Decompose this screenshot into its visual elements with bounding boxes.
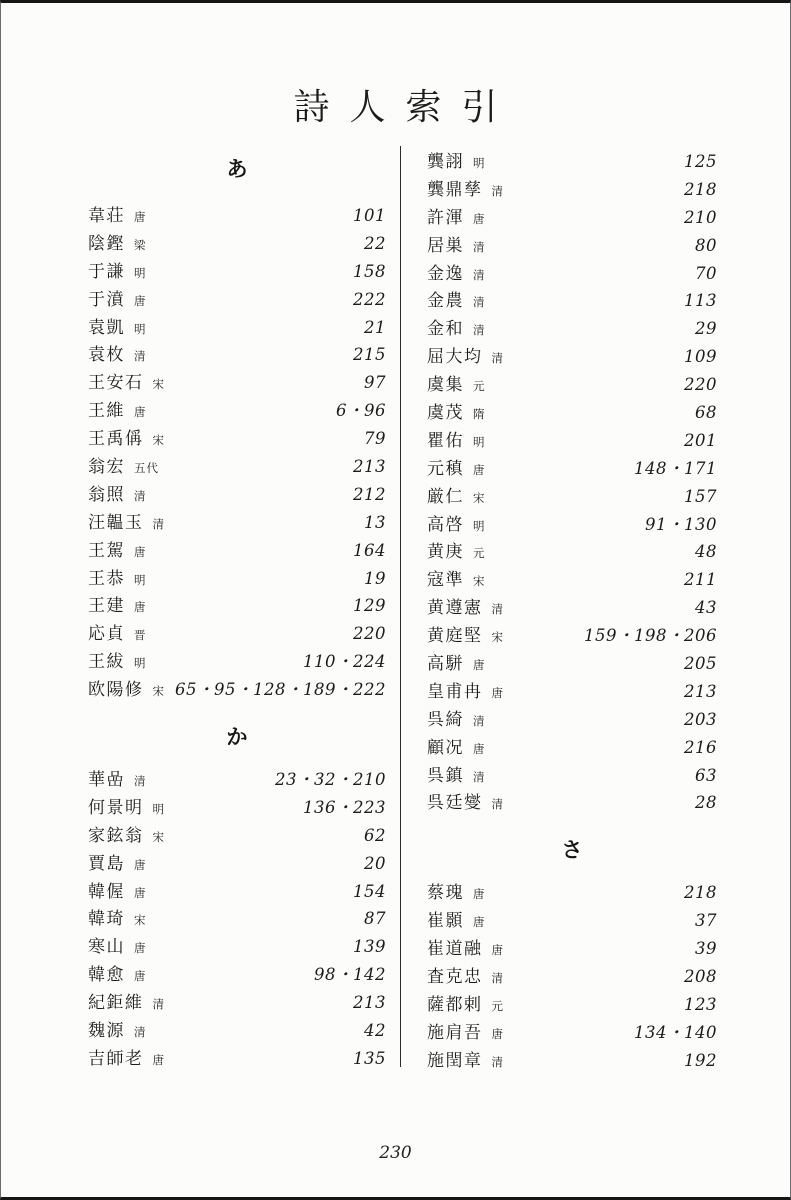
page-numbers: 136・223 [303, 797, 386, 817]
index-entry [88, 849, 386, 877]
poet-name: 王安石 [88, 373, 144, 394]
index-entry [427, 761, 717, 789]
index-entry [88, 536, 386, 564]
poet-name: 蔡瑰 [427, 883, 464, 904]
poet-name: 欧陽修 [88, 680, 144, 701]
poet-name: 黄庭堅 [427, 626, 483, 647]
page-numbers: 157 [684, 486, 717, 506]
dynasty-label: 宋 [473, 490, 486, 505]
poet-name: 汪韞玉 [88, 512, 144, 533]
poet-name: 陰鏗 [88, 233, 125, 254]
page-numbers: 113 [684, 291, 717, 311]
index-entry [88, 591, 386, 619]
poet-name: 賈島 [88, 853, 125, 874]
dynasty-label: 唐 [152, 1052, 165, 1067]
index-entry [427, 1046, 717, 1074]
poet-name: 龔詡 [427, 152, 464, 172]
index-entry [88, 229, 386, 257]
dynasty-label: 唐 [134, 969, 147, 984]
poet-name: 呉鎮 [427, 765, 464, 786]
page-numbers: 213 [684, 681, 717, 701]
poet-name: 施肩吾 [427, 1022, 483, 1043]
folio-page-number: 230 [379, 1143, 412, 1163]
page-numbers: 20 [364, 853, 386, 873]
poet-name: 何景明 [88, 797, 144, 818]
page-numbers: 98・142 [314, 965, 386, 985]
page-numbers: 139 [353, 937, 386, 957]
poet-name: 黄庚 [427, 542, 464, 563]
dynasty-label: 清 [473, 769, 486, 784]
page-numbers: 22 [364, 233, 386, 253]
dynasty-label: 清 [152, 997, 165, 1012]
index-entry [427, 962, 717, 990]
dynasty-label: 唐 [134, 600, 147, 615]
page-numbers: 158 [353, 261, 386, 281]
page-numbers: 110・224 [303, 652, 386, 672]
dynasty-label: 唐 [491, 1026, 504, 1041]
poet-name: 家鉉翁 [88, 825, 144, 846]
page-numbers: 192 [684, 1050, 717, 1070]
index-entry [427, 621, 717, 649]
poet-name: 寒山 [88, 937, 125, 958]
index-entry [427, 1018, 717, 1046]
index-entry [88, 1016, 386, 1044]
poet-name: 呉綺 [427, 709, 464, 730]
page-numbers: 212 [353, 484, 386, 504]
poet-name: 金逸 [427, 263, 464, 284]
dynasty-label: 明 [473, 156, 486, 170]
section-header-kana: あ [226, 157, 248, 181]
page-numbers: 63 [695, 765, 717, 785]
dynasty-label: 唐 [473, 211, 486, 226]
poet-name: 于濆 [88, 289, 125, 310]
index-entry [427, 314, 717, 342]
dynasty-label: 清 [473, 713, 486, 728]
index-entry [88, 1044, 386, 1072]
index-entry [88, 452, 386, 480]
dynasty-label: 清 [473, 323, 486, 338]
page-numbers: 134・140 [634, 1022, 717, 1042]
page-numbers: 91・130 [645, 514, 717, 534]
poet-name: 王駕 [88, 540, 125, 561]
page-numbers: 125 [684, 152, 717, 171]
index-entry [88, 877, 386, 905]
index-entry [427, 342, 717, 370]
index-entry [427, 788, 717, 816]
index-entry [427, 649, 717, 677]
index-entry [427, 370, 717, 398]
dynasty-label: 唐 [134, 544, 147, 559]
index-entry [427, 593, 717, 621]
index-entry [427, 231, 717, 259]
poet-name: 虞集 [427, 375, 464, 396]
page-numbers: 203 [684, 709, 717, 729]
page-numbers: 218 [684, 179, 717, 199]
poet-name: 呉廷燮 [427, 793, 483, 814]
poet-name: 施閏章 [427, 1050, 483, 1071]
dynasty-label: 唐 [134, 210, 147, 224]
index-entry [88, 201, 386, 229]
poet-name: 王禹偁 [88, 429, 144, 450]
index-entry [88, 285, 386, 313]
dynasty-label: 唐 [134, 405, 147, 420]
dynasty-label: 清 [491, 183, 504, 198]
index-entry [88, 424, 386, 452]
dynasty-label: 清 [491, 1054, 504, 1069]
index-entry [427, 677, 717, 705]
page-numbers: 218 [684, 883, 717, 903]
index-entry [427, 878, 717, 906]
dynasty-label: 唐 [134, 857, 147, 872]
page-numbers: 23・32・210 [275, 770, 386, 790]
page-numbers: 220 [353, 624, 386, 644]
poet-name: 魏源 [88, 1021, 125, 1042]
dynasty-label: 清 [491, 351, 504, 366]
dynasty-label: 唐 [473, 462, 486, 477]
poet-name: 顧况 [427, 737, 464, 758]
index-entry [88, 932, 386, 960]
page-numbers: 70 [695, 263, 717, 283]
poet-name: 翁照 [88, 484, 125, 505]
page-numbers: 208 [684, 967, 717, 987]
page-numbers: 159・198・206 [584, 626, 717, 646]
poet-name: 皇甫冉 [427, 681, 483, 702]
page-numbers: 211 [684, 570, 717, 590]
page-numbers: 205 [684, 654, 717, 674]
dynasty-label: 清 [134, 1025, 147, 1040]
index-entry [427, 203, 717, 231]
page-numbers: 48 [695, 542, 717, 562]
page-numbers: 101 [353, 206, 386, 225]
poet-name: 韓愈 [88, 965, 125, 986]
index-entry [427, 990, 717, 1018]
index-entry [427, 565, 717, 593]
dynasty-label: 清 [491, 602, 504, 617]
index-entry [88, 396, 386, 424]
dynasty-label: 明 [473, 434, 486, 449]
index-entry [88, 793, 386, 821]
dynasty-label: 清 [473, 267, 486, 282]
poet-name: 韓偓 [88, 881, 125, 902]
dynasty-label: 清 [473, 295, 486, 310]
page-numbers: 37 [695, 911, 717, 931]
index-entry [88, 368, 386, 396]
index-entry [427, 510, 717, 538]
index-column-right [427, 147, 717, 1074]
page-numbers: 215 [353, 345, 386, 365]
poet-name: 吉師老 [88, 1048, 144, 1069]
dynasty-label: 清 [134, 349, 147, 364]
index-entry [88, 340, 386, 368]
poet-name: 応貞 [88, 624, 125, 645]
poet-name: 瞿佑 [427, 430, 464, 451]
poet-name: 龔鼎孳 [427, 179, 483, 200]
index-column-left [88, 151, 386, 1072]
index-entry [88, 904, 386, 932]
dynasty-label: 宋 [473, 574, 486, 589]
page-numbers: 13 [364, 512, 386, 532]
page-numbers: 148・171 [634, 458, 717, 478]
poet-name: 屈大均 [427, 347, 483, 368]
dynasty-label: 明 [134, 321, 147, 336]
section-header-kana: さ [561, 838, 583, 863]
page-numbers: 135 [353, 1048, 386, 1068]
dynasty-label: 唐 [134, 293, 147, 308]
dynasty-label: 明 [134, 656, 147, 671]
index-entry [427, 482, 717, 510]
index-entry [88, 675, 386, 703]
poet-name: 袁凱 [88, 317, 125, 338]
poet-name: 元稹 [427, 458, 464, 479]
index-entry [427, 906, 717, 934]
dynasty-label: 宋 [134, 913, 147, 928]
dynasty-label: 清 [134, 488, 147, 503]
dynasty-label: 唐 [473, 658, 486, 673]
index-entry [88, 564, 386, 592]
dynasty-label: 明 [473, 518, 486, 533]
page-numbers: 43 [695, 598, 717, 618]
page-numbers: 80 [695, 235, 717, 255]
index-entry [427, 426, 717, 454]
dynasty-label: 清 [134, 774, 147, 789]
page-numbers: 164 [353, 540, 386, 560]
poet-name: 厳仁 [427, 486, 464, 507]
poet-name: 紀鉅維 [88, 993, 144, 1014]
dynasty-label: 元 [491, 998, 504, 1013]
page-numbers: 42 [364, 1021, 386, 1041]
poet-name: 金和 [427, 319, 464, 340]
page-numbers: 79 [364, 429, 386, 449]
dynasty-label: 唐 [473, 887, 486, 902]
index-entry [88, 960, 386, 988]
page-numbers: 19 [364, 568, 386, 588]
dynasty-label: 明 [134, 572, 147, 587]
dynasty-label: 清 [473, 239, 486, 254]
poet-name: 華嵒 [88, 770, 125, 791]
index-entry [88, 647, 386, 675]
dynasty-label: 唐 [473, 915, 486, 930]
page-numbers: 123 [684, 994, 717, 1014]
index-entry [88, 480, 386, 508]
dynasty-label: 唐 [134, 885, 147, 900]
page-numbers: 220 [684, 375, 717, 395]
index-entry [427, 398, 717, 426]
index-entry [88, 821, 386, 849]
dynasty-label: 宋 [152, 377, 165, 392]
page-numbers: 154 [353, 881, 386, 901]
poet-name: 崔顥 [427, 911, 464, 932]
index-entry [427, 733, 717, 761]
index-entry [88, 313, 386, 341]
poet-name: 黄遵憲 [427, 598, 483, 619]
poet-name: 査克忠 [427, 967, 483, 988]
page-numbers: 6・96 [336, 401, 386, 421]
dynasty-label: 宋 [152, 433, 165, 448]
index-entry [88, 619, 386, 647]
poet-name: 薩都剌 [427, 994, 483, 1015]
dynasty-label: 清 [152, 516, 165, 531]
dynasty-label: 梁 [134, 237, 147, 252]
poet-name: 王建 [88, 596, 125, 617]
dynasty-label: 宋 [152, 829, 165, 844]
section-header-kana: か [226, 725, 248, 750]
page-numbers: 21 [364, 317, 386, 337]
poet-name: 高啓 [427, 514, 464, 535]
dynasty-label: 明 [152, 801, 165, 816]
poet-name: 金農 [427, 291, 464, 312]
poet-name: 韓琦 [88, 909, 125, 930]
poet-name: 韋荘 [88, 206, 125, 226]
poet-name: 王紱 [88, 652, 125, 673]
index-entry [427, 537, 717, 565]
index-entry [427, 934, 717, 962]
poet-name: 居巣 [427, 235, 464, 256]
poet-name: 高駢 [427, 654, 464, 675]
index-entry [88, 765, 386, 793]
page-numbers: 29 [695, 319, 717, 339]
dynasty-label: 清 [491, 797, 504, 812]
page-numbers: 87 [364, 909, 386, 929]
page-numbers: 39 [695, 939, 717, 959]
page-numbers: 97 [364, 373, 386, 393]
dynasty-label: 唐 [473, 741, 486, 756]
index-entry [427, 286, 717, 314]
poet-name: 王維 [88, 401, 125, 422]
page-numbers: 222 [353, 289, 386, 309]
page-numbers: 210 [684, 207, 717, 227]
page-numbers: 68 [695, 403, 717, 423]
dynasty-label: 明 [134, 265, 147, 280]
page-numbers: 28 [695, 793, 717, 813]
page-numbers: 213 [353, 993, 386, 1013]
index-entry [88, 508, 386, 536]
poet-name: 翁宏 [88, 457, 125, 478]
index-entry [427, 705, 717, 733]
index-entry [427, 454, 717, 482]
index-entry [427, 175, 717, 203]
page-title: 詩人索引 [293, 87, 518, 128]
page-numbers: 213 [353, 457, 386, 477]
page-numbers: 65・95・128・189・222 [175, 680, 386, 700]
dynasty-label: 元 [473, 546, 486, 561]
dynasty-label: 隋 [473, 407, 486, 422]
poet-name: 王恭 [88, 568, 125, 589]
dynasty-label: 元 [473, 379, 486, 394]
poet-name: 許渾 [427, 207, 464, 228]
poet-name: 寇準 [427, 570, 464, 591]
poet-name: 于謙 [88, 261, 125, 282]
dynasty-label: 晋 [134, 628, 147, 643]
dynasty-label: 五代 [134, 461, 159, 476]
dynasty-label: 清 [491, 971, 504, 986]
index-entry [427, 147, 717, 175]
dynasty-label: 宋 [491, 630, 504, 645]
page-numbers: 109 [684, 347, 717, 367]
poet-name: 崔道融 [427, 939, 483, 960]
index-entry [427, 259, 717, 287]
column-divider-rule [400, 146, 401, 1067]
poet-name: 袁枚 [88, 345, 125, 366]
dynasty-label: 唐 [491, 943, 504, 958]
index-entry [88, 988, 386, 1016]
dynasty-label: 唐 [134, 941, 147, 956]
page-numbers: 129 [353, 596, 386, 616]
page-numbers: 62 [364, 825, 386, 845]
page-numbers: 216 [684, 737, 717, 757]
dynasty-label: 宋 [152, 684, 165, 699]
poet-name: 虞茂 [427, 403, 464, 424]
page-numbers: 201 [684, 430, 717, 450]
dynasty-label: 唐 [491, 685, 504, 700]
index-entry [88, 257, 386, 285]
